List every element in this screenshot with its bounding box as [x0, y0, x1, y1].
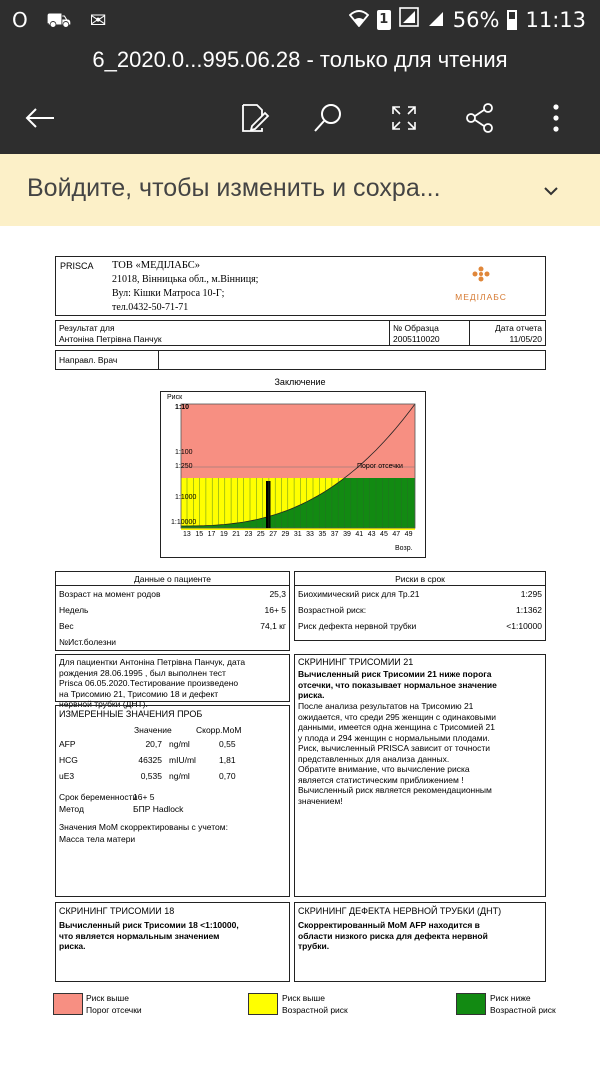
measured-title: ИЗМЕРЕННЫЕ ЗНАЧЕНИЯ ПРОБ	[59, 709, 203, 719]
result-for-cell	[55, 320, 390, 346]
x-tick-label: 33	[306, 531, 314, 538]
weeks-label: Недель	[59, 605, 89, 615]
back-arrow-icon	[24, 106, 56, 130]
edit-document-icon	[238, 102, 270, 134]
x-tick-label: 35	[318, 531, 327, 538]
medilabs-logo-icon	[449, 263, 513, 287]
measured-values-panel	[55, 705, 290, 897]
logo-text: МЕДІЛАБС	[455, 292, 507, 302]
x-tick-label: 37	[330, 531, 339, 538]
age-risk-label: Возрастной риск:	[298, 605, 367, 615]
x-tick-label: 15	[195, 531, 204, 538]
ga-value: 16+ 5	[133, 792, 155, 802]
status-right	[349, 7, 586, 32]
back-button[interactable]	[18, 96, 62, 140]
ue3-unit: ng/ml	[169, 771, 190, 781]
more-vert-icon	[551, 103, 561, 133]
lab-address-1: 21018, Вінницька обл., м.Вінниця;	[112, 274, 259, 285]
sim-icon: 1	[377, 10, 391, 30]
t18-title: СКРИНИНГ ТРИСОМИИ 18	[59, 906, 175, 916]
chevron-down-icon[interactable]	[536, 176, 566, 206]
mom-note-1: Значения МоМ скорректированы с учетом:	[59, 822, 228, 832]
ntd-risk-value: <1:10000	[506, 621, 542, 631]
x-tick-label: 39	[343, 531, 351, 538]
document-page	[0, 226, 600, 1065]
ga-label: Срок беременности	[59, 792, 138, 802]
notification-icons: O ⛟ ✉	[12, 8, 113, 32]
battery-icon	[507, 10, 517, 30]
legend-green-line2: Возрастной риск	[490, 1005, 556, 1015]
y-tick-1-250: 1:250	[175, 463, 193, 470]
document-title: 6_2020.0...995.06.28 - только для чтения	[0, 40, 600, 80]
mom-note-2: Масса тела матери	[59, 834, 136, 844]
biochem-risk-value: 1:295	[520, 589, 542, 599]
t21-conclusion: Вычисленный риск Трисомии 21 ниже порога отсечки, что показывает нормальное значение риска.	[298, 669, 497, 700]
x-tick-label: 25	[256, 531, 265, 538]
col-mom-header: Скорр.МоМ	[196, 725, 242, 735]
afp-mom: 0,55	[219, 739, 236, 749]
sign-in-banner[interactable]	[0, 154, 600, 226]
weeks-value: 16+ 5	[264, 605, 286, 615]
ue3-mom: 0,70	[219, 771, 236, 781]
search-button[interactable]	[306, 96, 350, 140]
summary-text: Для пациентки Антоніна Петрівна Панчук, дата рождения 28.06.1995 , был выполнен тест Prisca 06.05.2020.Тестирование произведено на Трисомию 21, Трисомию 18 и дефект нервной трубки (ДНТ).	[59, 657, 246, 709]
t21-panel	[294, 654, 546, 897]
sample-label: № Образца	[393, 323, 439, 333]
risk-chart	[160, 391, 426, 558]
x-tick-label: 19	[219, 531, 228, 538]
x-axis-label: Возр.	[395, 545, 413, 552]
t21-title: СКРИНИНГ ТРИСОМИИ 21	[298, 657, 414, 667]
ue3-value: 0,535	[140, 771, 162, 781]
ntd-title: СКРИНИНГ ДЕФЕКТА НЕРВНОЙ ТРУБКИ (ДНТ)	[298, 906, 502, 916]
expand-icon	[389, 103, 419, 133]
weight-label: Вес	[59, 621, 74, 631]
biochem-risk-label: Биохимический риск для Тр.21	[298, 589, 420, 599]
report-date: 11/05/20	[509, 334, 542, 344]
legend-yellow-line2: Возрастной риск	[282, 1005, 348, 1015]
legend-swatch-red	[53, 993, 83, 1015]
x-tick-label: 23	[244, 531, 253, 538]
sample-number: 2005110020	[393, 334, 440, 344]
age-label: Возраст на момент родов	[59, 589, 161, 599]
x-tick-label: 13	[183, 531, 191, 538]
lab-address-2: Вул: Кішки Матроса 10-Г;	[112, 288, 225, 299]
ntd-conclusion: Скорректированный МоМ AFP находится в области низкого риска для дефекта нервной трубки.	[298, 920, 488, 951]
afp-value: 20,7	[145, 739, 162, 749]
legend-red-line2: Порог отсечки	[86, 1005, 142, 1015]
toolbar	[0, 80, 600, 154]
cutoff-label: Порог отсечки	[357, 463, 403, 470]
age-risk-value: 1:1362	[516, 605, 542, 615]
col-value-header: Значение	[134, 725, 172, 735]
signal-2-icon	[427, 8, 445, 32]
share-button[interactable]	[458, 96, 502, 140]
banner-text: Войдите, чтобы изменить и сохра...	[27, 174, 441, 202]
medilabs-logo	[449, 263, 513, 309]
x-ticks	[183, 531, 417, 541]
x-tick-label: 27	[269, 531, 277, 538]
clock: 11:13	[525, 7, 586, 32]
hcg-name: HCG	[59, 755, 78, 765]
report-date-label: Дата отчета	[494, 323, 542, 333]
status-bar	[0, 0, 600, 40]
hcg-mom: 1,81	[219, 755, 236, 765]
t21-explanation: После анализа результатов на Трисомию 21 ожидается, что среди 295 женщин с одинаковыми данными, имеется одна женщина с Трисомией 21 у плода и 294 женщин с нормальными плодами. Риск, вычисленный PRISCA зависит от точности представленных для анализа данных. Обратите внимание, что вычисление риска является статистическим приближением ! Вычисленный риск является рекомендационным значением!	[298, 701, 496, 806]
t18-panel	[55, 902, 290, 982]
lab-name: ТОВ «МЕДІЛАБС»	[112, 260, 201, 271]
signal-icon	[399, 7, 419, 32]
weight-value: 74,1 кг	[260, 621, 286, 631]
x-tick-label: 43	[367, 531, 376, 538]
share-icon	[464, 102, 496, 134]
patient-name: Антоніна Петрівна Панчук	[59, 334, 162, 344]
referral-cell	[55, 350, 159, 370]
x-tick-label: 29	[281, 531, 290, 538]
ntd-panel	[294, 902, 546, 982]
y-tick-1-1000: 1:1000	[175, 494, 197, 501]
prisca-brand: PRISCA	[60, 261, 94, 271]
chart-risk-label: Риск	[167, 394, 183, 401]
summary-panel	[55, 654, 290, 709]
referral-label: Направл. Врач	[59, 355, 118, 365]
legend-swatch-yellow	[248, 993, 278, 1015]
battery-percent: 56%	[452, 7, 500, 32]
referral-value-cell	[158, 350, 546, 370]
history-label: №Ист.болезни	[59, 637, 117, 647]
legend-green-line1: Риск ниже	[490, 993, 531, 1003]
risks-title: Риски в срок	[395, 574, 445, 584]
patient-data-title: Данные о пациенте	[133, 574, 212, 584]
t18-conclusion: Вычисленный риск Трисомии 18 <1:10000, что является нормальным значением риска.	[59, 920, 239, 951]
y-tick-1-10000: 1:10000	[171, 519, 197, 526]
fullscreen-button[interactable]	[382, 96, 426, 140]
afp-unit: ng/ml	[169, 739, 190, 749]
legend-yellow-line1: Риск выше	[282, 993, 325, 1003]
edit-button[interactable]	[232, 96, 276, 140]
x-tick-label: 49	[404, 531, 413, 538]
x-tick-label: 31	[293, 531, 302, 538]
conclusion-title: Заключение	[274, 377, 326, 387]
age-value: 25,3	[269, 589, 286, 599]
lab-header	[55, 256, 546, 316]
x-tick-label: 47	[392, 531, 401, 538]
patient-data-panel	[55, 571, 290, 651]
hcg-value: 46325	[138, 755, 162, 765]
risks-panel	[294, 571, 546, 641]
y-tick-1-10: 1:10	[175, 404, 190, 411]
result-for-label: Результат для	[59, 323, 115, 333]
lab-phone: тел.0432-50-71-71	[112, 302, 189, 313]
x-tick-label: 45	[380, 531, 388, 538]
x-tick-label: 17	[207, 531, 216, 538]
legend-red-line1: Риск выше	[86, 993, 129, 1003]
method-value: БПР Hadlock	[133, 804, 184, 814]
report-date-cell	[469, 320, 546, 346]
ue3-name: uE3	[59, 771, 75, 781]
x-tick-label: 21	[232, 531, 241, 538]
x-tick-label: 41	[355, 531, 364, 538]
more-button[interactable]	[534, 96, 578, 140]
patient-risk-bar	[266, 481, 271, 528]
search-icon	[312, 102, 344, 134]
legend-swatch-green	[456, 993, 486, 1015]
method-label: Метод	[59, 804, 84, 814]
hcg-unit: mIU/ml	[169, 755, 196, 765]
wifi-icon	[349, 9, 369, 31]
sample-cell	[389, 320, 470, 346]
afp-name: AFP	[59, 739, 76, 749]
ntd-risk-label: Риск дефекта нервной трубки	[298, 621, 417, 631]
y-tick-1-100: 1:100	[175, 449, 193, 456]
